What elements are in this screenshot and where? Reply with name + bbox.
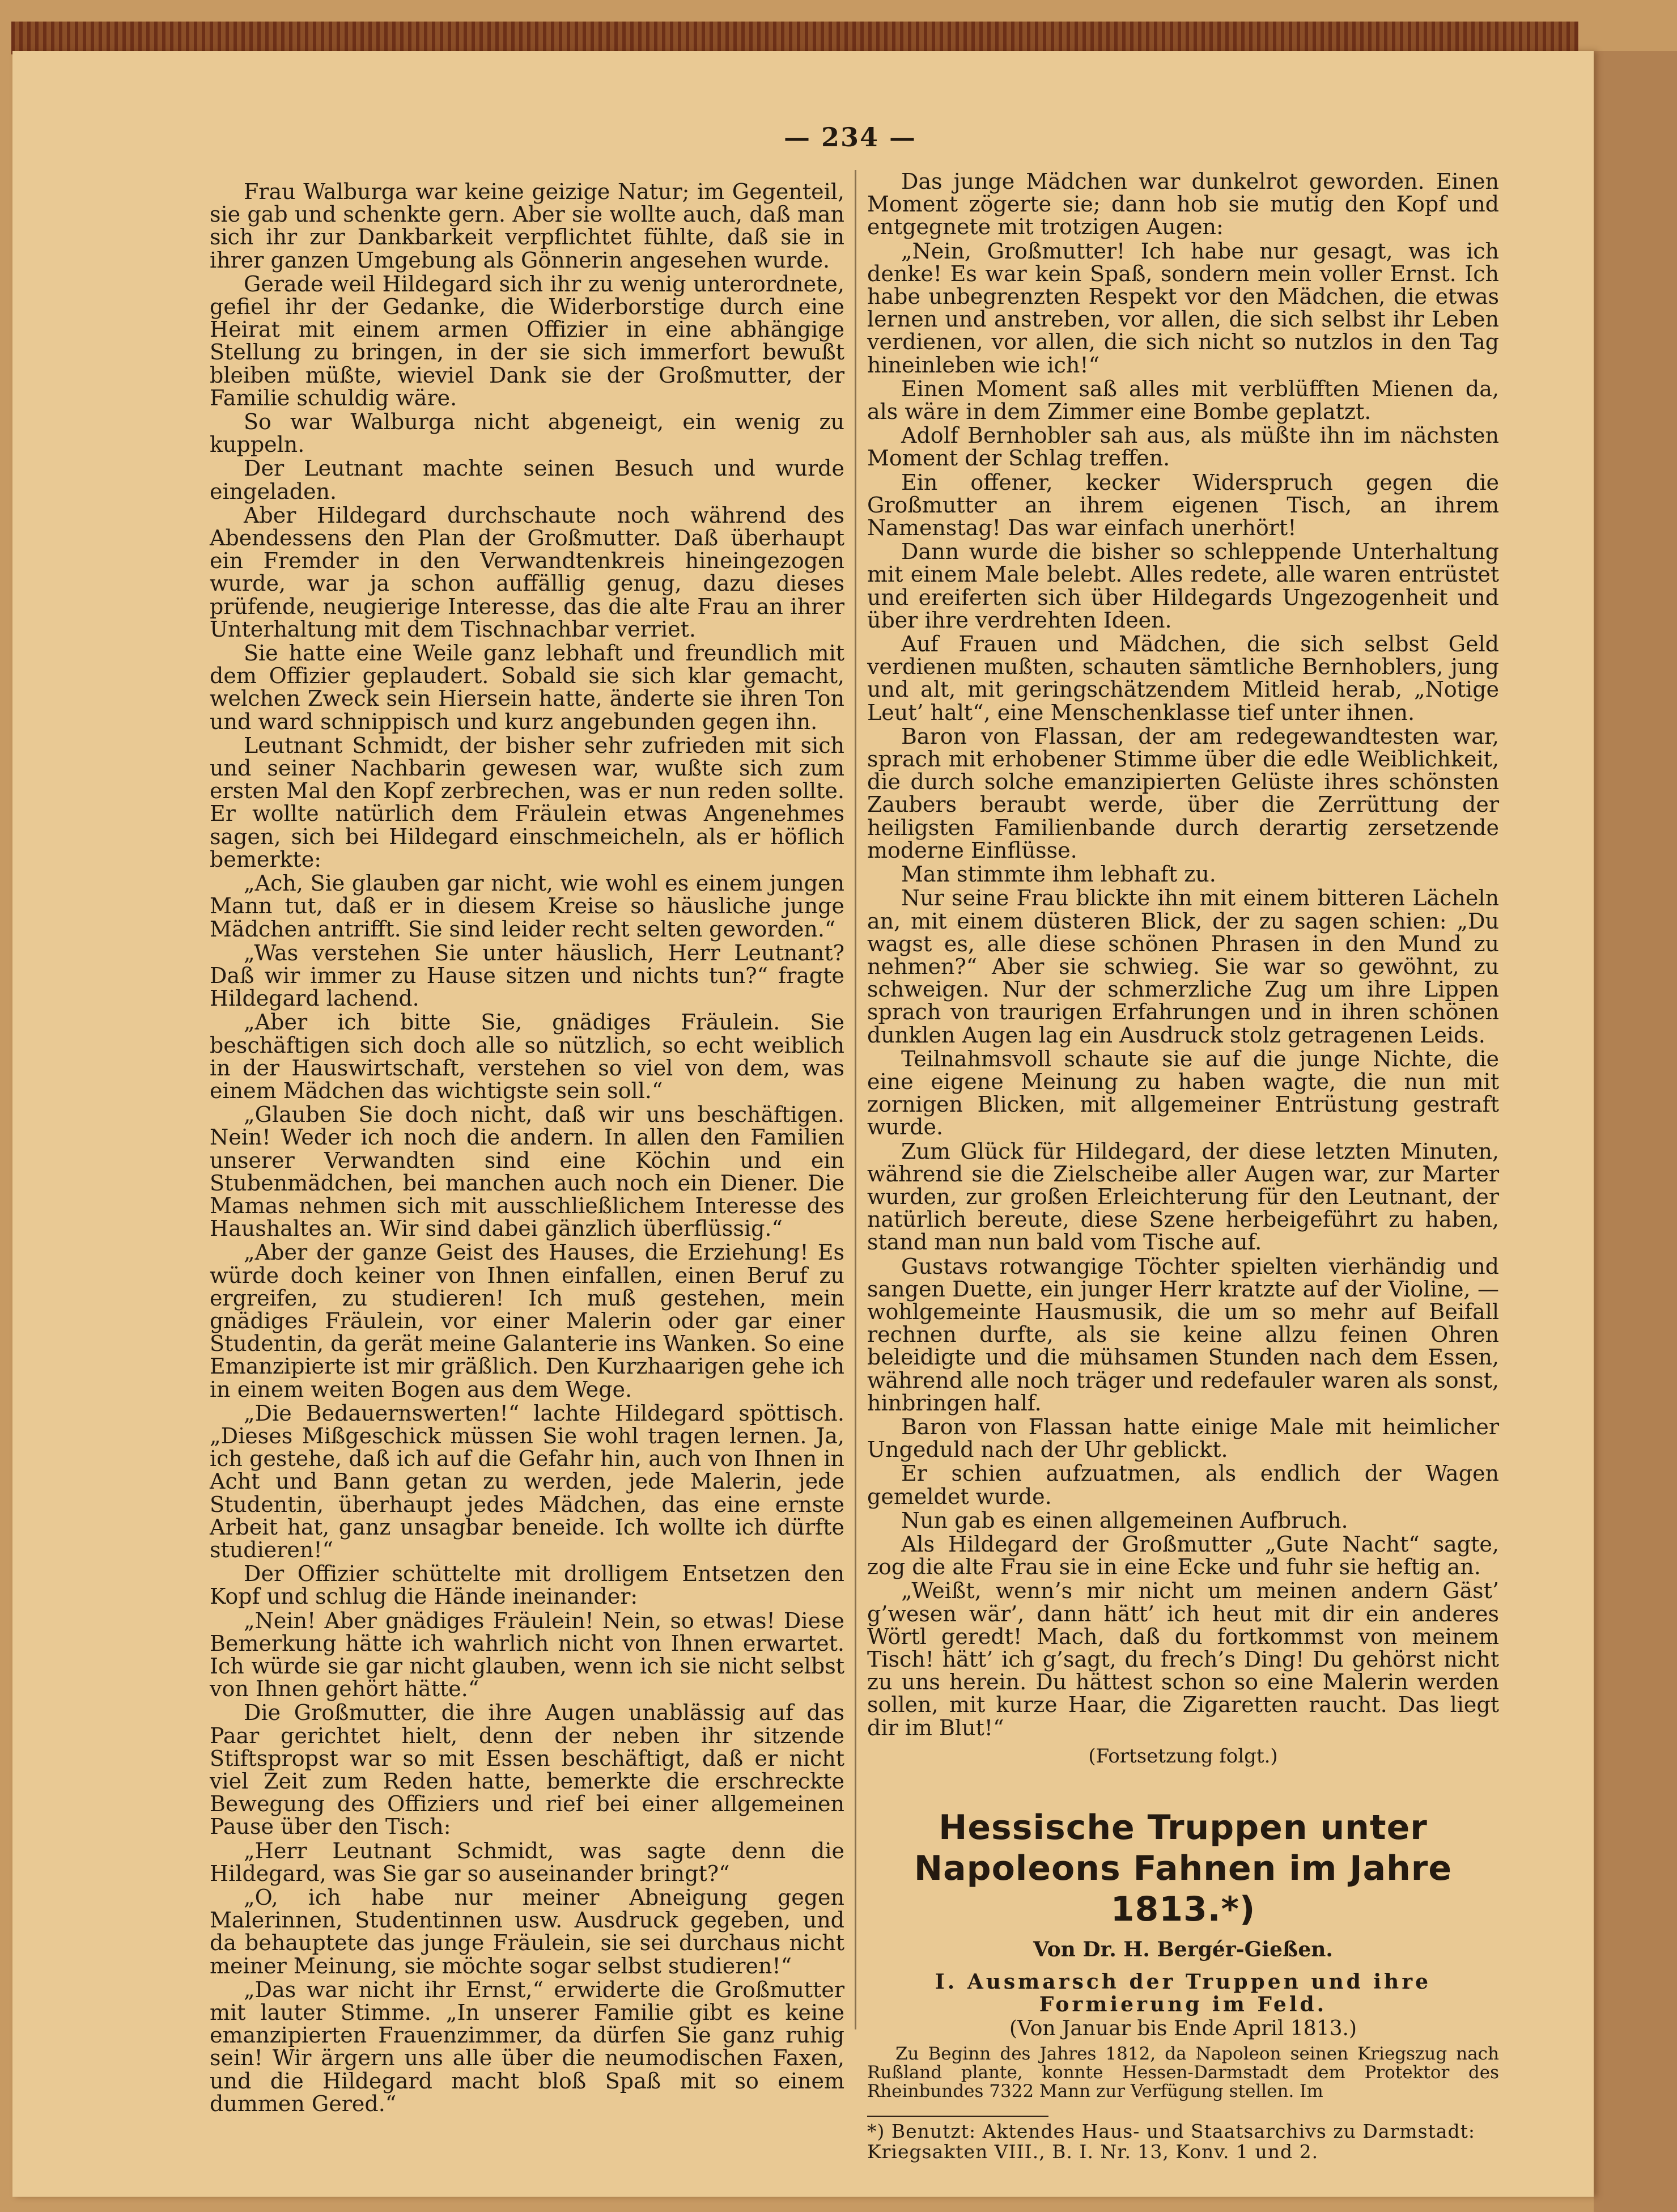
right-column	[867, 170, 1499, 2162]
paragraph: „Nein, Großmutter! Ich habe nur gesagt, was ich denke! Es war kein Spaß, sondern mein voller Ernst. Ich habe unbegrenzten Respekt vor den Mädchen, die etwas lernen und anstreben, vor allen, die sich selbst ihr Leben verdienen, vor allen, die sich nicht so nutzlos in den Tag hineinleben wie ich!“	[867, 238, 1499, 378]
paragraph: Adolf Bernhobler sah aus, als müßte ihn im nächsten Moment der Schlag treffen.	[867, 423, 1499, 471]
paragraph: Ein offener, kecker Widerspruch gegen die Großmutter an ihrem eigenen Tisch, an ihrem Namenstag! Das war einfach unerhört!	[867, 469, 1499, 541]
paragraph: „Glauben Sie doch nicht, daß wir uns beschäftigen. Nein! Weder ich noch die andern. In allen den Familien unserer Verwandten sind eine Köchin und ein Stubenmädchen, bei manchen auch noch ein Diener. Die Mamas nehmen sich mit ausschließlichem Interesse des Haushaltes an. Wir sind dabei gänzlich überflüssig.“	[210, 1102, 844, 1241]
paragraph: Nur seine Frau blickte ihn mit einem bitteren Lächeln an, mit einem düsteren Blick, der zu sagen schien: „Du wagst es, alle diese schönen Phrasen in den Mund zu nehmen?“ Aber sie schwieg. Sie war so gewöhnt, zu schweigen. Nur der schmerzliche Zug um ihre Lippen sprach von traurigen Erfahrungen und in ihren schönen dunklen Augen lag ein Ausdruck stolz getragenen Leids.	[867, 885, 1499, 1048]
paragraph: Zum Glück für Hildegard, der diese letzten Minuten, während sie die Zielscheibe aller Augen war, zur Marter wurden, zur großen Erleichterung für den Leutnant, der natürlich bereute, diese Szene herbeigeführt zu haben, stand man nun bald vom Tische auf.	[867, 1138, 1499, 1255]
story-continuation	[867, 170, 1499, 1739]
footnote-rule	[867, 2116, 1048, 2117]
paragraph: „Ach, Sie glauben gar nicht, wie wohl es einem jungen Mann tut, daß er in diesem Kreise so häusliche junge Mädchen antrifft. Sie sind leider recht selten geworden.“	[210, 871, 844, 942]
footnote: *) Benutzt: Aktendes Haus- und Staatsarchivs zu Darmstadt: Kriegsakten VIII., B. I. Nr. 13, Konv. 1 und 2.	[867, 2120, 1475, 2163]
article-body	[867, 2045, 1499, 2101]
left-column	[210, 180, 844, 2116]
paragraph: „Weißt, wenn’s mir nicht um meinen andern Gäst’ g’wesen wär’, dann hätt’ ich heut mit dir ein anderes Wörtl geredt! Mach, daß du fortkommst von meinem Tisch! hätt’ ich g’sagt, du frech’s Ding! Du gehörst nicht zu uns herein. Du hättest schon so eine Malerin werden sollen, mit kurze Haar, die Zigaretten raucht. Das liegt dir im Blut!“	[867, 1578, 1499, 1740]
paragraph: Frau Walburga war keine geizige Natur; im Gegenteil, sie gab und schenkte gern. Aber sie wollte auch, daß man sich ihr zur Dankbarkeit verpflichtet fühlte, daß sie in ihrer ganzen Umgebung als Gönnerin angesehen wurde.	[210, 179, 844, 273]
paragraph: „Die Bedauernswerten!“ lachte Hildegard spöttisch. „Dieses Mißgeschick müssen Sie wohl tragen lernen. Ja, ich gestehe, daß ich auf die Gefahr hin, auch von Ihnen in Acht und Bann getan zu werden, jede Malerin, jede Studentin, überhaupt jedes Mädchen, das eine ernste Arbeit hat, ganz unsagbar beneide. Ich wollte ich dürfte studieren!“	[210, 1400, 844, 1562]
paragraph: Zu Beginn des Jahres 1812, da Napoleon seinen Kriegszug nach Rußland plante, konnte Hessen-Darmstadt dem Protektor des Rheinbundes 7322 Mann zur Verfügung stellen. Im	[867, 2043, 1499, 2101]
paragraph: Nun gab es einen allgemeinen Aufbruch.	[901, 1507, 1348, 1533]
paragraph: So war Walburga nicht abgeneigt, ein wenig zu kuppeln.	[210, 409, 844, 457]
paragraph: Aber Hildegard durchschaute noch während des Abendessens den Plan der Großmutter. Daß überhaupt ein Fremder in den Verwandtenkreis hineingezogen wurde, war ja schon auffällig genug, dazu dieses prüfende, neugierige Interesse, das die alte Frau an ihrer Unterhaltung mit dem Tischnachbar verriet.	[210, 502, 844, 642]
paragraph: „O, ich habe nur meiner Abneigung gegen Malerinnen, Studentinnen usw. Ausdruck gegeben, und da behauptete das junge Fräulein, sie sei durchaus nicht meiner Meinung, sie möchte sogar selbst studieren!“	[210, 1885, 844, 1978]
paragraph: Als Hildegard der Großmutter „Gute Nacht“ sagte, zog die alte Frau sie in eine Ecke und fuhr sie heftig an.	[867, 1531, 1499, 1580]
paragraph: Baron von Flassan, der am redegewandtesten war, sprach mit erhobener Stimme über die edle Weiblichkeit, die durch solche emanzipierten Gelüste ihres schönsten Zaubers beraubt werde, über die Zerrüttung der heiligsten Familienbande durch derartig zersetzende moderne Einflüsse.	[867, 723, 1499, 863]
paragraph: „Aber ich bitte Sie, gnädiges Fräulein. Sie beschäftigen sich doch alle so nützlich, so echt weiblich in der Hauswirtschaft, verstehen so viel von dem, was einem Mädchen das wichtigste sein soll.“	[210, 1010, 844, 1103]
paragraph: Teilnahmsvoll schaute sie auf die junge Nichte, die eine eigene Meinung zu haben wagte, die nun mit zornigen Blicken, mit allgemeiner Entrüstung gestraft wurde.	[867, 1046, 1499, 1140]
continuation-note: (Fortsetzung folgt.)	[1088, 1744, 1278, 1768]
paragraph: Gerade weil Hildegard sich ihr zu wenig unterordnete, gefiel ihr der Gedanke, die Widerborstige durch eine Heirat mit einem armen Offizier in eine abhängige Stellung zu bringen, in der sie sich immerfort bewußt bleiben müßte, wieviel Dank sie der Großmutter, der Familie schuldig wäre.	[210, 271, 844, 410]
paragraph: Auf Frauen und Mädchen, die sich selbst Geld verdienen mußten, schauten sämtliche Bernhoblers, jung und alt, mit geringschätzendem Mitleid herab, „Notige Leut’ halt“, eine Menschenklasse tief unter ihnen.	[867, 632, 1499, 725]
paragraph: Er schien aufzuatmen, als endlich der Wagen gemeldet wurde.	[867, 1461, 1499, 1509]
paragraph: „Aber der ganze Geist des Hauses, die Erziehung! Es würde doch keiner von Ihnen einfallen, einen Beruf zu ergreifen, zu studieren! Ich muß gestehen, mein gnädiges Fräulein, vor einer Malerin oder gar einer Studentin, da gerät meine Galanterie ins Wanken. So eine Emanzipierte ist mir gräßlich. Den Kurzhaarigen gehe ich in einem weiten Bogen aus dem Wege.	[210, 1240, 844, 1402]
paragraph: Der Offizier schüttelte mit drolligem Entsetzen den Kopf und schlug die Hände ineinander:	[210, 1561, 844, 1609]
paragraph: Leutnant Schmidt, der bisher sehr zufrieden mit sich und seiner Nachbarin gewesen war, wußte sich zum ersten Mal den Kopf zerbrechen, was er nun reden sollte. Er wollte natürlich dem Fräulein etwas Angenehmes sagen, sich bei Hildegard einschmeicheln, als er höflich bemerkte:	[210, 732, 844, 872]
paragraph: „Das war nicht ihr Ernst,“ erwiderte die Großmutter mit lauter Stimme. „In unserer Familie gibt es keine emanzipierten Frauenzimmer, da dürfen Sie ganz ruhig sein! Wir ärgern uns alle über die neumodischen Faxen, und die Hildegard macht bloß Spaß mit so einem dummen Gered.“	[210, 1977, 844, 2116]
page-number: — 234 —	[783, 122, 917, 152]
paragraph: Man stimmte ihm lebhaft zu.	[901, 862, 1216, 887]
paragraph: „Was verstehen Sie unter häuslich, Herr Leutnant? Daß wir immer zu Hause sitzen und nichts tun?“ fragte Hildegard lachend.	[210, 940, 844, 1011]
paragraph: Die Großmutter, die ihre Augen unablässig auf das Paar gerichtet hielt, denn der neben ihr sitzende Stiftspropst war so mit Essen beschäftigt, daß er nicht viel Zeit zum Reden hatte, bemerkte die erschreckte Bewegung des Offiziers und rief bei einer allgemeinen Pause über den Tisch:	[210, 1700, 844, 1840]
paragraph: Gustavs rotwangige Töchter spielten vierhändig und sangen Duette, ein junger Herr kratzte auf der Violine, — wohlgemeinte Hausmusik, die um so mehr auf Beifall rechnen durfte, als sie keine allzu feinen Ohren beleidigte und die mühsamen Stunden nach dem Essen, während alle noch träger und redefauler waren als sonst, hinbringen half.	[867, 1253, 1499, 1416]
paragraph: Das junge Mädchen war dunkelrot geworden. Einen Moment zögerte sie; dann hob sie mutig den Kopf und entgegnete mit trotzigen Augen:	[867, 169, 1499, 240]
paragraph: Baron von Flassan hatte einige Male mit heimlicher Ungeduld nach der Uhr geblickt.	[867, 1414, 1499, 1463]
paragraph: Sie hatte eine Weile ganz lebhaft und freundlich mit dem Offizier geplaudert. Sobald sie sich klar gemacht, welchen Zweck sein Hiersein hatte, änderte sie ihren Ton und ward schnippisch und kurz angebunden gegen ihn.	[210, 641, 844, 734]
paragraph: Der Leutnant machte seinen Besuch und wurde eingeladen.	[210, 456, 844, 504]
paragraph: Einen Moment saß alles mit verblüfften Mienen da, als wäre in dem Zimmer eine Bombe geplatzt.	[867, 376, 1499, 425]
paragraph: „Herr Leutnant Schmidt, was sagte denn die Hildegard, was Sie gar so auseinander bringt?“	[210, 1838, 844, 1886]
book-edge-top	[11, 22, 1578, 54]
section-heading: I. Ausmarsch der Truppen und ihre Formierung im Feld.	[935, 1969, 1432, 2016]
paragraph: Dann wurde die bisher so schleppende Unterhaltung mit einem Male belebt. Alles redete, alle waren entrüstet und ereiferten sich über Hildegards Ungezogenheit und über ihre verdrehten Ideen.	[867, 539, 1499, 633]
book-edge-right	[1594, 51, 1677, 2212]
article-title: Hessische Truppen unter Napoleons Fahnen im Jahre 1813.*)	[914, 1807, 1453, 1929]
column-divider	[855, 170, 856, 2029]
paragraph: „Nein! Aber gnädiges Fräulein! Nein, so etwas! Diese Bemerkung hätte ich wahrlich nicht von Ihnen erwartet. Ich würde sie gar nicht glauben, wenn ich sie nicht selbst von Ihnen gehört hätte.“	[210, 1608, 844, 1702]
article-author: Von Dr. H. Bergér-Gießen.	[1033, 1937, 1333, 1961]
section-dates: (Von Januar bis Ende April 1813.)	[1009, 2016, 1357, 2040]
